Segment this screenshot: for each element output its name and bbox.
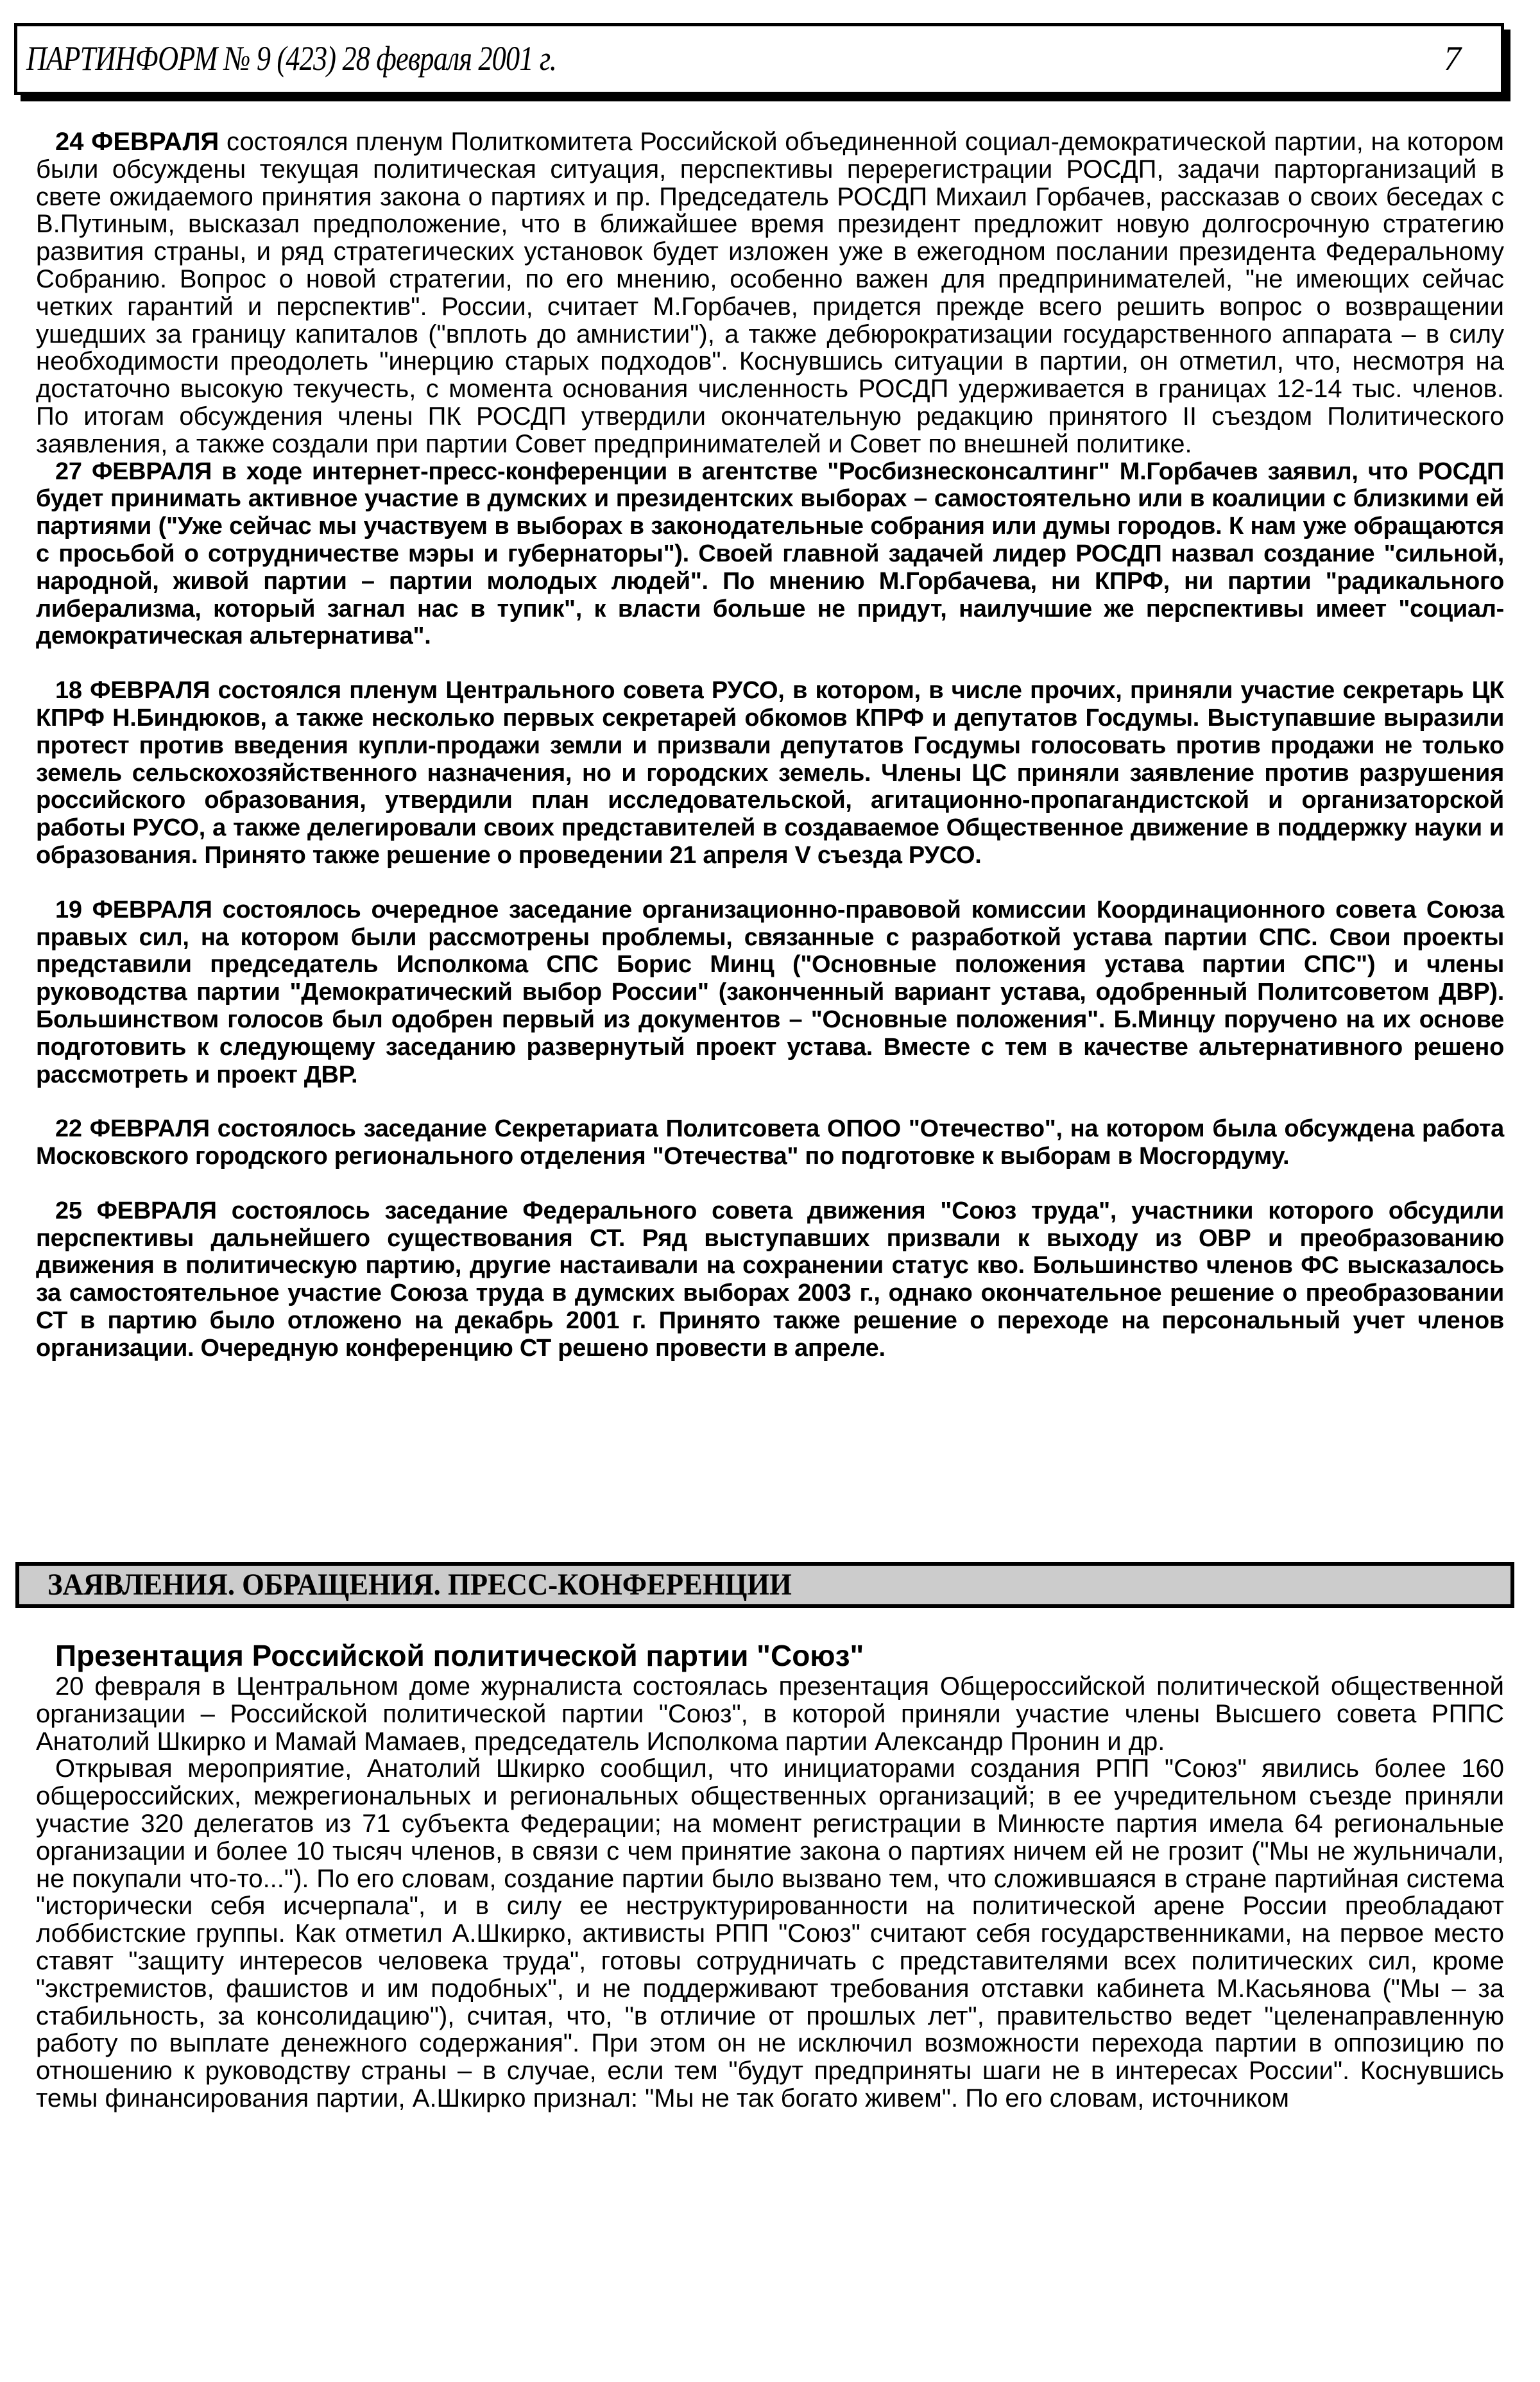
news-text: состоялось очередное заседание организационно-правовой комиссии Координационного совета Союза правых сил, на котором были рассмотрены проблемы, связанные с разработкой устава партии СПС. Свои проекты представили председатель Исполкома СПС Борис Минц ("Основные положения устава партии СПС") и члены руководства партии "Демократический выбор России" (законченный вариант устава, одобренный Политсоветом ДВР). Большинством голосов был одобрен первый из документов – "Основные положения". Б.Минцу поручено на их основе подготовить к следующему заседанию развернутый проект устава. Вместе с тем в качестве альтернативного решено рассмотреть и проект ДВР. (36, 896, 1504, 1088)
news-date: 18 ФЕВРАЛЯ (55, 677, 210, 705)
news-text: состоялся пленум Политкомитета Российской объединенной социал-демократической партии, на котором были обсуждены текущая политическая ситуация, перспективы перерегистрации РОСДП, задачи парторганизаций в свете ожидаемого принятия закона о партиях и пр. Председатель РОСДП Михаил Горбачев, рассказав о своих беседах с В.Путиным, высказал предположение, что в ближайшее время президент предложит новую долгосрочную стратегию развития страны, и ряд стратегических установок будет изложен уже в ежегодном послании президента Федеральному Собранию. Вопрос о новой стратегии, по его мнению, особенно важен для предпринимателей, "не имеющих сейчас четких гарантий и перспектив". России, считает М.Горбачев, придется прежде всего решить вопрос о возвращении ушедших за границу капиталов ("вплоть до амнистии"), а также дебюрократизации государственного аппарата – в силу необходимости преодолеть "инерцию старых подходов". Коснувшись ситуации в партии, он отметил, что, несмотря на достаточно высокую текучесть, с момента основания численность РОСДП удерживается в границах 12-14 тыс. членов. По итогам обсуждения члены ПК РОСДП утвердили окончательную редакцию принятого II съездом Политического заявления, а также создали при партии Совет предпринимателей и Совет по внешней политике. (36, 128, 1504, 458)
news-text: состоялось заседание Федерального совета движения "Союз труда", участники которого обсудили перспективы дальнейшего существования СТ. Ряд выступавших призвали к выходу из ОВР и преобразованию движения в политическую партию, другие настаивали на сохранении статус кво. Большинство членов ФС высказалось за самостоятельное участие Союза труда в думских выборах 2003 г., однако окончательное решение о преобразовании СТ в партию было отложено на декабрь 2001 г. Принято также решение о переходе на персональный учет членов организации. Очередную конференцию СТ решено провести в апреле. (36, 1197, 1504, 1362)
news-text: состоялось заседание Секретариата Политсовета ОПОО "Отечество", на котором была обсуждена работа Московского городского регионального отделения "Отечества" по подготовке к выборам в Мосгордуму. (36, 1115, 1505, 1170)
news-item (36, 1115, 1504, 1170)
news-item (36, 896, 1504, 1089)
article-paragraph: Открывая мероприятие, Анатолий Шкирко сообщил, что инициаторами создания РПП "Союз" явились более 160 общероссийских, межрегиональных и региональных общественных организаций; в ее учредительном съезде приняли участие 320 делегатов из 71 субъекта Федерации; на момент регистрации в Минюсте партия имела 64 региональные организации и более 10 тысяч членов, в связи с чем принятие закона о партиях ничем ей не грозит ("Мы не жульничали, не покупали что-то..."). По его словам, создание партии было вызвано тем, что сложившаяся в стране партийная система "исторически себя исчерпала", и в силу ее неструктурированности на политической арене России преобладают лоббистские группы. Как отметил А.Шкирко, активисты РПП "Союз" считают себя государственниками, на первое место ставят "защиту интересов человека труда", готовы сотрудничать с представителями всех политических сил, кроме "экстремистов, фашистов и им подобных", и не поддерживают требования отставки кабинета М.Касьянова ("Мы – за стабильность, за консолидацию"), считая, что, "в отличие от прошлых лет", правительство ведет "целенаправленную работу по выплате денежного содержания". При этом он не исключил возможности перехода партии в оппозицию по отношению к руководству страны – в случае, если тем "будут предприняты шаги не в интересах России". Коснувшись темы финансирования партии, А.Шкирко признал: "Мы не так богато живем". По его словам, источником (36, 1754, 1504, 2112)
news-text: состоялся пленум Центрального совета РУСО, в котором, в числе прочих, приняли участие секретарь ЦК КПРФ Н.Биндюков, а также несколько первых секретарей обкомов КПРФ и депутатов Госдумы. Выступавшие выразили протест против введения купли-продажи земли и призвали депутатов Госдумы голосовать против продажи не только земель сельскохозяйственного назначения, но и городских земель. Члены ЦС приняли заявление против разрушения российского образования, утвердили план исследовательской, агитационно-пропагандистской и организаторской работы РУСО, а также делегировали своих представителей в создаваемое Общественное движение в поддержку науки и образования. Принято также решение о проведении 21 апреля V съезда РУСО. (36, 677, 1504, 869)
news-item (36, 677, 1504, 870)
news-date: 27 ФЕВРАЛЯ (55, 458, 212, 485)
news-date: 24 ФЕВРАЛЯ (55, 128, 219, 156)
page-number: 7 (1444, 39, 1461, 78)
article-headline: Презентация Российской политической партии "Союз" (55, 1639, 864, 1672)
article-paragraph: 20 февраля в Центральном доме журналиста состоялась презентация Общероссийской политической общественной организации – Российской политической партии "Союз", в которой приняли участие члены Высшего совета РППС Анатолий Шкирко и Мамай Мамаев, председатель Исполкома партии Александр Пронин и др. (36, 1672, 1504, 1756)
news-date: 25 ФЕВРАЛЯ (55, 1197, 217, 1224)
news-item (36, 128, 1504, 458)
masthead (14, 23, 1504, 95)
section-title: ЗАЯВЛЕНИЯ. ОБРАЩЕНИЯ. ПРЕСС-КОНФЕРЕНЦИИ (47, 1568, 792, 1602)
news-text: в ходе интернет-пресс-конференции в агентстве "Росбизнесконсалтинг" М.Горбачев заявил, что РОСДП будет принимать активное участие в думских и президентских выборах – самостоятельно или в коалиции с близкими ей партиями ("Уже сейчас мы участвуем в выборах в законодательные собрания или думы городов. К нам уже обращаются с просьбой о сотрудничестве мэры и губернаторы"). Своей главной задачей лидер РОСДП назвал создание "сильной, народной, живой партии – партии молодых людей". По мнению М.Горбачева, ни КПРФ, ни партии "радикального либерализма, который загнал нас в тупик", к власти больше не придут, наилучшие же перспективы имеет "социал-демократическая альтернатива". (36, 458, 1504, 650)
section-banner (15, 1562, 1514, 1608)
news-chronicle (36, 128, 1504, 1362)
news-item (36, 1197, 1504, 1362)
news-date: 19 ФЕВРАЛЯ (55, 896, 212, 923)
masthead-title: ПАРТИНФОРМ № 9 (423) 28 февраля 2001 г. (26, 39, 557, 78)
article (36, 1640, 1504, 2112)
news-item (36, 458, 1504, 651)
news-date: 22 ФЕВРАЛЯ (55, 1115, 210, 1143)
